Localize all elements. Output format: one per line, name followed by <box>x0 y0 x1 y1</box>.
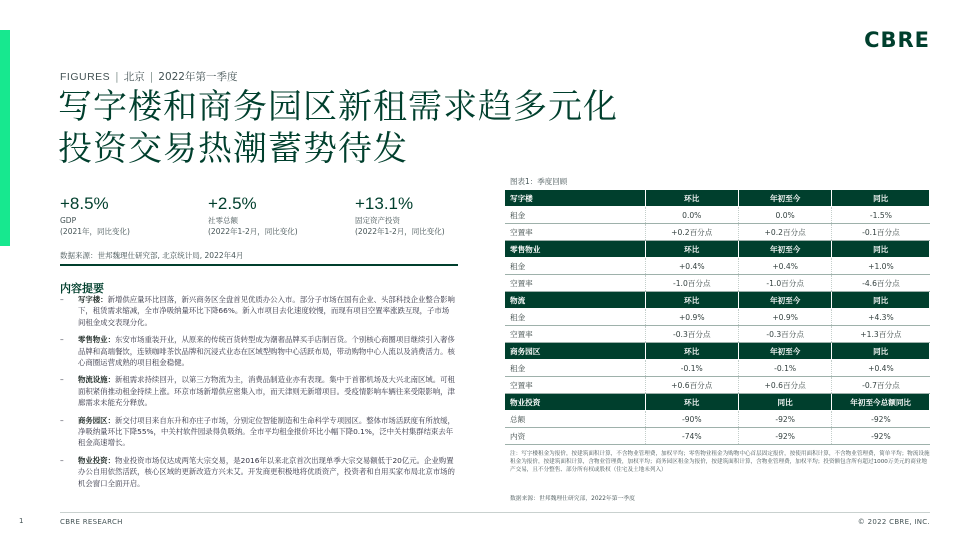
footer-brand: CBRE RESEARCH <box>60 518 123 526</box>
col-header: 环比 <box>645 292 738 309</box>
summary-item-business-park: – 商务园区：新交付项目来自东升和亦庄子市场，分别定位智能制造和生命科学专项园区。整体市场活跃度有所放缓，净吸纳量环比下降55%，中关村软件园录得负吸纳。全市平均租金报价环比小幅下降0.1%，泛中关村集群结束去年租金高速增长。 <box>60 415 455 448</box>
section-header-row <box>505 292 930 309</box>
col-header: 同比 <box>832 343 930 360</box>
col-header: 同比 <box>832 190 930 207</box>
cell: 0.0% <box>738 207 831 224</box>
cell: -1.0百分点 <box>645 275 738 292</box>
col-header: 环比 <box>645 190 738 207</box>
table-row <box>505 428 930 445</box>
accent-bar <box>0 30 10 246</box>
summary-item-office: – 写字楼：新增供应量环比回落，新兴商务区全盘首见优质办公入市。部分子市场在国有企业、头部科技企业整合影响下，租赁需求缩减，全市净吸纳量环比下降66%。新入市项目去化速度较慢，而现有项目空置率涨跌互现，子市场间租金成交表现分化。 <box>60 295 455 327</box>
table-row <box>505 258 930 275</box>
table-source: 数据来源：世邦魏理仕研究部，2022年第一季度 <box>510 496 635 502</box>
summary-text: 新租需求持续回升，以第三方物流为主，消费品制造业亦有表现。集中于首都机场及大兴北南区域。可租面积紧俏推动租金持续上涨。环京市场新增供应密集入市，而天津则无新增项目。受疫情影响车辆往来受限影响，津廊需求未能充分释放。 <box>78 375 455 408</box>
stat-label: 固定资产投资 <box>355 216 400 225</box>
section-name: 零售物业 <box>505 241 645 258</box>
section-header-row <box>505 343 930 360</box>
stat-gdp <box>60 194 130 237</box>
footer-divider <box>60 512 930 513</box>
quarterly-review-table <box>505 190 930 445</box>
cell: 0.0% <box>645 207 738 224</box>
row-label: 空置率 <box>505 275 645 292</box>
cell: -92% <box>738 428 831 445</box>
table-caption: 图表1：季度回顾 <box>510 177 568 186</box>
table-row <box>505 326 930 343</box>
table-row <box>505 224 930 241</box>
cell: -0.7百分点 <box>832 377 930 394</box>
col-header: 同比 <box>832 241 930 258</box>
title-line-2: 投资交易热潮蓄势待发 <box>58 129 408 169</box>
row-label: 空置率 <box>505 224 645 241</box>
table-row <box>505 360 930 377</box>
stat-retail-sales <box>208 194 298 237</box>
section-name: 物流 <box>505 292 645 309</box>
col-header: 环比 <box>645 343 738 360</box>
row-label: 租金 <box>505 207 645 224</box>
cbre-logo: CBRE <box>864 28 930 52</box>
stat-label: GDP <box>60 216 77 225</box>
section-divider <box>60 264 458 266</box>
cell: -0.1% <box>645 360 738 377</box>
section-name: 商务园区 <box>505 343 645 360</box>
col-header: 年初至今总额同比 <box>832 394 930 411</box>
col-header: 年初至今 <box>738 241 831 258</box>
summary-text: 物业投资市场仅达成两笔大宗交易，是2016年以来北京首次出现单季大宗交易额低于20亿元。企业购置办公自用依然活跃，核心区域的更新改造方兴未艾。开发商更积极地将优质资产，投资者和自用买家布局北京市场的机会窗口全面开启。 <box>78 455 455 488</box>
summary-item-logistics: – 物流设施：新租需求持续回升，以第三方物流为主，消费品制造业亦有表现。集中于首都机场及大兴北南区域。可租面积紧俏推动租金持续上涨。环京市场新增供应密集入市，而天津则无新增项目。受疫情影响车辆往来受限影响，津廊需求未能充分释放。 <box>60 375 455 408</box>
stat-value: +2.5% <box>208 194 257 213</box>
col-header: 年初至今 <box>738 343 831 360</box>
section-header-row <box>505 241 930 258</box>
stat-sub: (2022年1-2月，同比变化) <box>355 227 445 236</box>
kicker-city: 北京 <box>123 71 145 83</box>
section-logistics <box>505 292 930 343</box>
row-label: 空置率 <box>505 377 645 394</box>
cell: +0.4% <box>832 360 930 377</box>
col-header: 环比 <box>645 394 738 411</box>
row-label: 租金 <box>505 360 645 377</box>
key-stats <box>60 194 460 238</box>
cell: -4.6百分点 <box>832 275 930 292</box>
summary-text: 东安市场重装开业，从原来的传统百货转型成为潮奢品牌买手店制百货。个别核心商圈项目继续引入奢侈品牌和高端餐饮，连锁咖啡茶饮品牌和沉浸式业态在区域型购物中心活跃布局，带动购物中心人流以及消费活力。核心商圈运营成熟的项目租金稳健。 <box>78 335 455 368</box>
section-name: 写字楼 <box>505 190 645 207</box>
cell: -92% <box>832 411 930 428</box>
kicker: FIGURES | 北京 | 2022年第一季度 <box>60 71 238 83</box>
cell: +0.2百分点 <box>645 224 738 241</box>
cell: -74% <box>645 428 738 445</box>
section-header-row <box>505 190 930 207</box>
footer-copyright: © 2022 CBRE, INC. <box>857 518 930 526</box>
summary-text: 新交付项目来自东升和亦庄子市场，分别定位智能制造和生命科学专项园区。整体市场活跃度有所放缓，净吸纳量环比下降55%，中关村软件园录得负吸纳。全市平均租金报价环比小幅下降0.1%，泛中关村集群结束去年租金高速增长。 <box>78 415 455 448</box>
table-row <box>505 377 930 394</box>
cell: +4.3% <box>832 309 930 326</box>
kicker-period: 2022年第一季度 <box>158 71 238 83</box>
stat-value: +13.1% <box>355 194 414 213</box>
cell: +0.6百分点 <box>738 377 831 394</box>
row-label: 租金 <box>505 309 645 326</box>
col-header: 年初至今 <box>738 292 831 309</box>
row-label: 空置率 <box>505 326 645 343</box>
summary-text: 新增供应量环比回落，新兴商务区全盘首见优质办公入市。部分子市场在国有企业、头部科技企业整合影响下，租赁需求缩减，全市净吸纳量环比下降66%。新入市项目去化速度较慢，而现有项目空置率涨跌互现，子市场间租金成交表现分化。 <box>78 295 455 327</box>
col-header: 同比 <box>832 292 930 309</box>
summary-item-retail: – 零售物业：东安市场重装开业，从原来的传统百货转型成为潮奢品牌买手店制百货。个别核心商圈项目继续引入奢侈品牌和高端餐饮，连锁咖啡茶饮品牌和沉浸式业态在区域型购物中心活跃布局，带动购物中心人流以及消费活力。核心商圈运营成熟的项目租金稳健。 <box>60 335 455 368</box>
content-heading: 内容提要 <box>60 282 104 295</box>
summary-head: 物流设施： <box>78 375 115 385</box>
stat-sub: (2022年1-2月，同比变化) <box>208 227 298 236</box>
summary-head: 写字楼： <box>78 295 108 304</box>
row-label: 租金 <box>505 258 645 275</box>
kicker-label: FIGURES <box>60 71 111 83</box>
cell: +0.4% <box>645 258 738 275</box>
stat-value: +8.5% <box>60 194 109 213</box>
col-header: 环比 <box>645 241 738 258</box>
page-title <box>58 86 758 170</box>
cell: +0.4% <box>738 258 831 275</box>
stats-source: 数据来源：世邦魏理仕研究部, 北京统计局, 2022年4月 <box>60 251 244 260</box>
summary-list <box>60 294 456 495</box>
cell: -0.1% <box>738 360 831 377</box>
cell: +0.9% <box>645 309 738 326</box>
cell: -0.3百分点 <box>645 326 738 343</box>
row-label: 总额 <box>505 411 645 428</box>
section-business-park <box>505 343 930 394</box>
cell: -0.1百分点 <box>832 224 930 241</box>
cell: +0.6百分点 <box>645 377 738 394</box>
section-office <box>505 190 930 241</box>
cell: -92% <box>832 428 930 445</box>
cell: +0.2百分点 <box>738 224 831 241</box>
cell: +1.3百分点 <box>832 326 930 343</box>
cell: -0.3百分点 <box>738 326 831 343</box>
table-row <box>505 207 930 224</box>
table-row <box>505 411 930 428</box>
section-retail <box>505 241 930 292</box>
cell: -1.0百分点 <box>738 275 831 292</box>
section-name: 物业投资 <box>505 394 645 411</box>
summary-head: 零售物业： <box>78 335 115 345</box>
summary-head: 商务园区： <box>78 415 115 425</box>
summary-head: 物业投资： <box>78 455 115 465</box>
cell: +1.0% <box>832 258 930 275</box>
stat-sub: (2021年，同比变化) <box>60 227 130 236</box>
cell: -1.5% <box>832 207 930 224</box>
table-row <box>505 275 930 292</box>
stat-label: 社零总额 <box>208 216 238 225</box>
col-header: 同比 <box>738 394 831 411</box>
section-investment <box>505 394 930 445</box>
stat-fixed-investment <box>355 194 445 237</box>
table-row <box>505 309 930 326</box>
section-header-row <box>505 394 930 411</box>
col-header: 年初至今 <box>738 190 831 207</box>
title-line-1: 写字楼和商务园区新租需求趋多元化 <box>58 87 618 127</box>
cell: -90% <box>645 411 738 428</box>
cell: -92% <box>738 411 831 428</box>
table-notes: 注：写字楼租金为报价，按建筑面积计算，不含物业管理费，加权平均；零售物业租金为购物中心首层固定报价，按使用面积计算，不含物业管理费，简单平均；物流设施租金为报价，按建筑面积计算，含物业管理费，加权平均；商务园区租金为报价，按建筑面积计算，含物业管理费，加权平均；投资额包含所有超过1000万美元的商业地产交易，且不分整售、部分所有权或股权（住宅及土地未列入） <box>510 451 930 473</box>
summary-item-investment: – 物业投资：物业投资市场仅达成两笔大宗交易，是2016年以来北京首次出现单季大宗交易额低于20亿元。企业购置办公自用依然活跃，核心区域的更新改造方兴未艾。开发商更积极地将优质资产，投资者和自用买家布局北京市场的机会窗口全面开启。 <box>60 455 455 488</box>
row-label: 内资 <box>505 428 645 445</box>
cell: +0.9% <box>738 309 831 326</box>
page-number: 1 <box>19 517 24 525</box>
